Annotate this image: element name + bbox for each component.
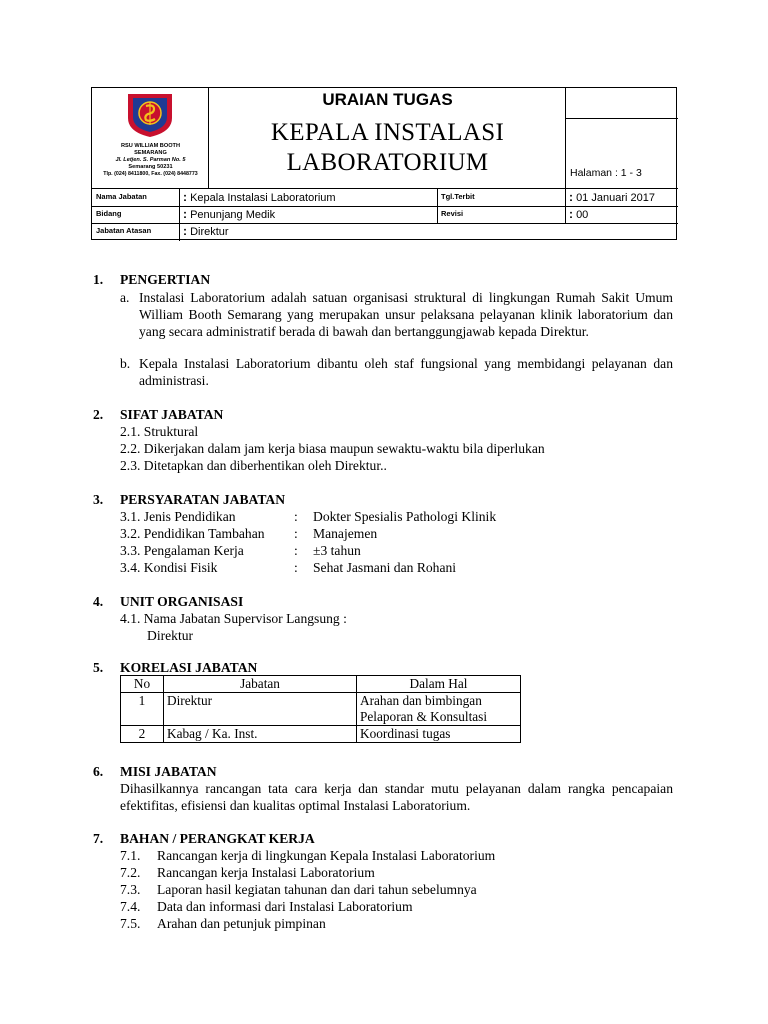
section-3-title: PERSYARATAN JABATAN (120, 492, 286, 507)
material-text: Data dan informasi dari Instalasi Laboratorium (157, 899, 413, 914)
requirement-colon: : (294, 560, 298, 575)
label-jabatan-atasan: Jabatan Atasan (96, 226, 152, 235)
item-1a-text: Instalasi Laboratorium adalah satuan organisasi struktural di lingkungan Rumah Sakit Umum William Booth Semarang yang merupakan unsur pelaksana pelayanan klinik laboratorium dan yang secara administratif berada di bawah dan bertanggungjawab kepada Direktur. (139, 290, 673, 339)
cell-jabatan: Kabag / Ka. Inst. (164, 726, 357, 743)
material-text: Rancangan kerja di lingkungan Kepala Instalasi Laboratorium (157, 848, 496, 863)
page-indicator: Halaman : 1 - 3 (570, 167, 642, 179)
table-row (121, 726, 521, 743)
label-tgl-terbit: Tgl.Terbit (441, 192, 475, 201)
section-5-title: KORELASI JABATAN (120, 660, 258, 675)
material-number: 7.1. (120, 848, 141, 863)
requirement-label: 3.4. Kondisi Fisik (120, 560, 218, 575)
value-nama-jabatan: : Kepala Instalasi Laboratorium (183, 190, 336, 204)
hospital-logo (124, 92, 176, 138)
mission-text: Dihasilkannya rancangan tata cara kerja dan standar mutu pelayanan dalam rangka pencapaian efektifitas, efisiensi dan kualitas optimal Instalasi Laboratorium. (120, 781, 673, 813)
supervisor-label: 4.1. Nama Jabatan Supervisor Langsung : (120, 611, 347, 626)
list-item: 2.3. Ditetapkan dan diberhentikan oleh Direktur.. (120, 458, 387, 473)
item-1b-marker: b. (120, 356, 131, 371)
table-row (121, 693, 521, 726)
section-2-title: SIFAT JABATAN (120, 407, 224, 422)
material-number: 7.3. (120, 882, 141, 897)
requirement-value: ±3 tahun (313, 543, 361, 558)
document-title: URAIAN TUGAS (322, 90, 453, 109)
value-bidang: : Penunjang Medik (183, 207, 276, 221)
label-nama-jabatan: Nama Jabatan (96, 192, 147, 201)
item-1a-marker: a. (120, 290, 130, 305)
section-3-number: 3. (93, 492, 104, 507)
section-4-title: UNIT ORGANISASI (120, 594, 244, 609)
section-6-title: MISI JABATAN (120, 764, 217, 779)
section-6-number: 6. (93, 764, 104, 779)
item-1b-text: Kepala Instalasi Laboratorium dibantu oleh staf fungsional yang membidangi pelayanan dan administrasi. (139, 356, 673, 388)
material-text: Arahan dan petunjuk pimpinan (157, 916, 326, 931)
material-text: Laporan hasil kegiatan tahunan dan dari tahun sebelumnya (157, 882, 477, 897)
section-2-number: 2. (93, 407, 104, 422)
cell-dalam-hal: Arahan dan bimbingan Pelaporan & Konsultasi (357, 693, 521, 726)
cell-no: 2 (121, 726, 164, 743)
cell-jabatan: Direktur (164, 693, 357, 726)
requirement-colon: : (294, 543, 298, 558)
list-item: 2.2. Dikerjakan dalam jam kerja biasa maupun sewaktu-waktu bila diperlukan (120, 441, 545, 456)
value-revisi: : 00 (569, 207, 589, 221)
requirement-value: Sehat Jasmani dan Rohani (313, 560, 457, 575)
section-5-number: 5. (93, 660, 104, 675)
hospital-address: Jl. Letjen. S. Parman No. 5 (115, 157, 186, 163)
requirement-label: 3.2. Pendidikan Tambahan (120, 526, 265, 541)
document-header (91, 87, 677, 240)
column-header-jabatan: Jabatan (164, 676, 357, 693)
cell-dalam-hal: Koordinasi tugas (357, 726, 521, 743)
supervisor-value: Direktur (147, 628, 194, 643)
column-header-no: No (121, 676, 164, 693)
material-number: 7.5. (120, 916, 141, 931)
hospital-postcode: Semarang 50231 (128, 164, 173, 170)
section-1-title: PENGERTIAN (120, 272, 211, 287)
section-4-number: 4. (93, 594, 104, 609)
column-header-dalam-hal: Dalam Hal (357, 676, 521, 693)
material-number: 7.4. (120, 899, 141, 914)
material-text: Rancangan kerja Instalasi Laboratorium (157, 865, 375, 880)
table-header-row (121, 676, 521, 693)
requirement-colon: : (294, 526, 298, 541)
section-1-number: 1. (93, 272, 104, 287)
correlation-table (120, 675, 521, 743)
section-7-number: 7. (93, 831, 104, 846)
section-7-title: BAHAN / PERANGKAT KERJA (120, 831, 315, 846)
requirement-label: 3.1. Jenis Pendidikan (120, 509, 236, 524)
hospital-phone: Tlp. (024) 8411800, Fax. (024) 8448773 (103, 171, 198, 177)
hospital-city: SEMARANG (134, 150, 167, 156)
label-revisi: Revisi (441, 209, 464, 218)
list-item: 2.1. Struktural (120, 424, 199, 439)
document-subtitle: KEPALA INSTALASI LABORATORIUM (270, 119, 505, 176)
value-jabatan-atasan: : Direktur (183, 224, 229, 238)
value-tgl-terbit: : 01 Januari 2017 (569, 190, 655, 204)
requirement-label: 3.3. Pengalaman Kerja (120, 543, 244, 558)
requirement-value: Dokter Spesialis Pathologi Klinik (313, 509, 497, 524)
requirement-value: Manajemen (313, 526, 378, 541)
cell-no: 1 (121, 693, 164, 726)
label-bidang: Bidang (96, 209, 122, 218)
hospital-name: RSU WILLIAM BOOTH (120, 143, 181, 149)
material-number: 7.2. (120, 865, 141, 880)
requirement-colon: : (294, 509, 298, 524)
